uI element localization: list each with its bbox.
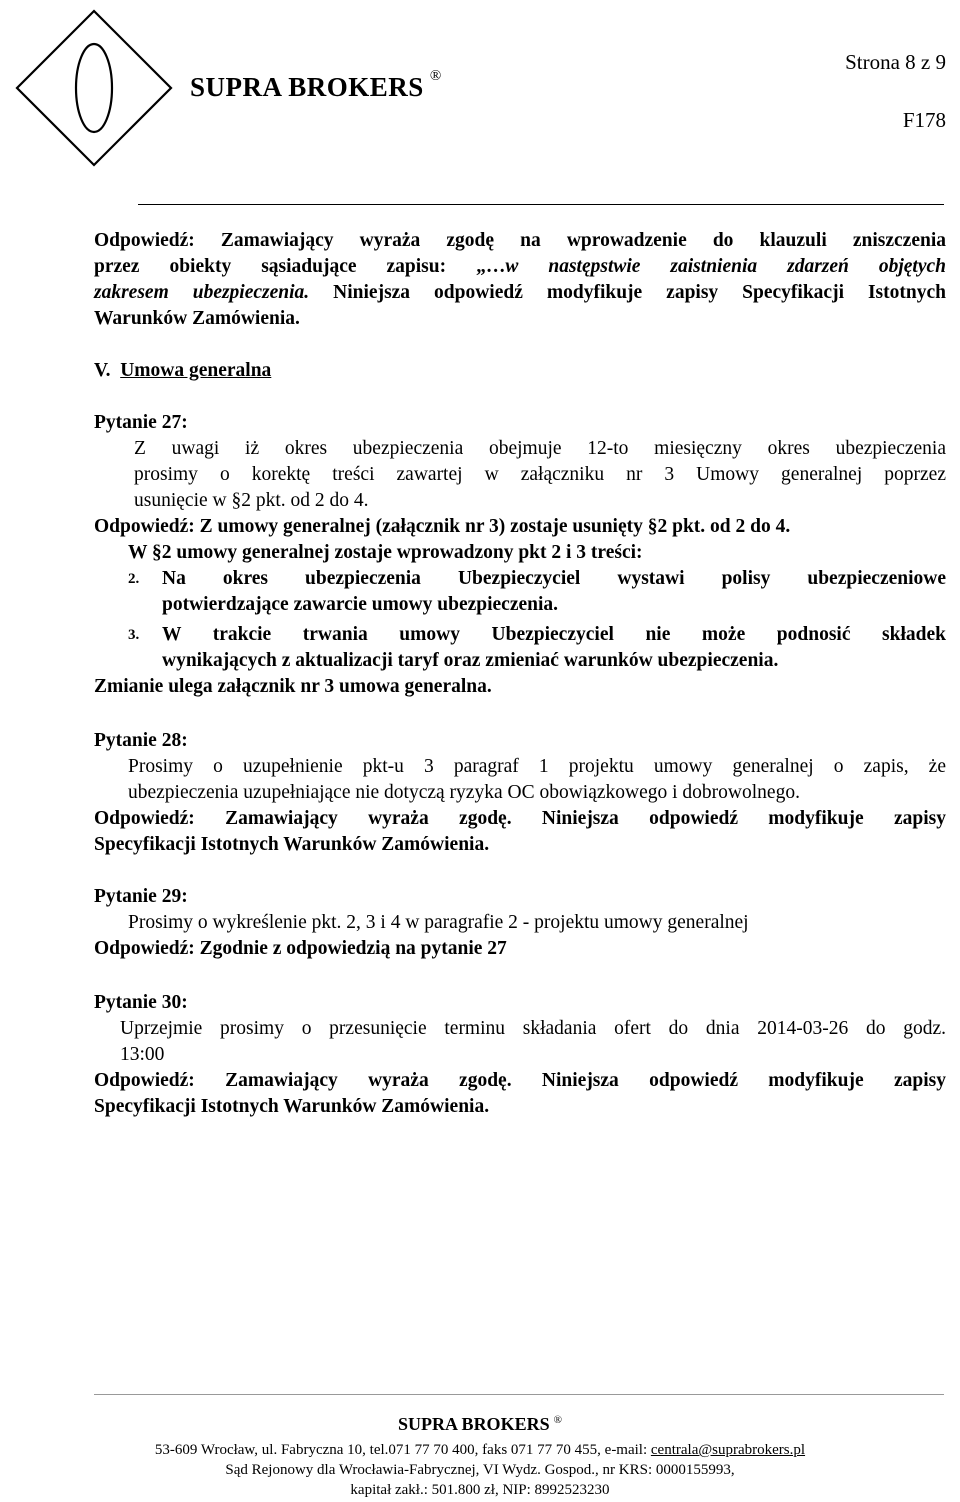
intro-answer-line-1: Odpowiedź: Zamawiający wyraża zgodę na wprowadzenie do klauzuli zniszczenia	[94, 230, 946, 251]
question-27-line-2: prosimy o korektę treści zawartej w załączniku nr 3 Umowy generalnej poprzez	[134, 464, 946, 485]
answer-30-line-2: Specyfikacji Istotnych Warunków Zamówienia.	[94, 1096, 490, 1117]
answer-27-line-1: Odpowiedź: Z umowy generalnej (załącznik nr 3) zostaje usunięty §2 pkt. od 2 do 4.	[94, 516, 791, 537]
answer-29: Odpowiedź: Zgodnie z odpowiedzią na pytanie 27	[94, 938, 507, 959]
answer-27-item-2-line-2: potwierdzające zawarcie umowy ubezpieczenia.	[162, 594, 559, 615]
question-28-heading: Pytanie 28:	[94, 730, 188, 751]
footer-court: Sąd Rejonowy dla Wrocławia-Fabrycznej, VI Wydz. Gospod., nr KRS: 0000155993,	[225, 1462, 735, 1478]
header-brand: SUPRA BROKERS ®	[190, 68, 442, 102]
question-29-line-1: Prosimy o wykreślenie pkt. 2, 3 i 4 w paragrafie 2 - projektu umowy generalnej	[128, 912, 749, 933]
answer-27-item-3-line-1: W trakcie trwania umowy Ubezpieczyciel nie może podnosić składek	[162, 624, 946, 645]
intro-answer-line-3: zakresem ubezpieczenia. Niniejsza odpowiedź modyfikuje zapisy Specyfikacji Istotnych	[94, 282, 946, 303]
intro-answer-line-4: Warunków Zamówienia.	[94, 308, 300, 329]
answer-28-line-1: Odpowiedź: Zamawiający wyraża zgodę. Niniejsza odpowiedź modyfikuje zapisy	[94, 808, 946, 829]
answer-30-line-1: Odpowiedź: Zamawiający wyraża zgodę. Niniejsza odpowiedź modyfikuje zapisy	[94, 1070, 946, 1091]
answer-28-line-2: Specyfikacji Istotnych Warunków Zamówienia.	[94, 834, 490, 855]
question-28-line-1: Prosimy o uzupełnienie pkt-u 3 paragraf 1 projektu umowy generalnej o zapis, że	[128, 756, 946, 777]
question-29-heading: Pytanie 29:	[94, 886, 188, 907]
question-28-line-2: ubezpieczenia uzupełniające nie dotyczą ryzyka OC obowiązkowego i dobrowolnego.	[128, 782, 800, 803]
question-30-heading: Pytanie 30:	[94, 992, 188, 1013]
question-27-heading: Pytanie 27:	[94, 412, 188, 433]
answer-27-item-2-line-1: Na okres ubezpieczenia Ubezpieczyciel wystawi polisy ubezpieczeniowe	[162, 568, 946, 589]
answer-27-item-3-line-2: wynikających z aktualizacji taryf oraz zmieniać warunków ubezpieczenia.	[162, 650, 779, 671]
answer-27-item-3-number: 3.	[128, 627, 140, 643]
answer-27-line-2: W §2 umowy generalnej zostaje wprowadzony pkt 2 i 3 treści:	[128, 542, 643, 563]
question-30-line-2: 13:00	[120, 1044, 165, 1065]
intro-answer-line-2: przez obiekty sąsiadujące zapisu: „…w następstwie zaistnienia zdarzeń objętych	[94, 256, 947, 277]
section-heading: V. Umowa generalna	[94, 360, 272, 381]
footer-address: 53-609 Wrocław, ul. Fabryczna 10, tel.071 77 70 400, faks 071 77 70 455, e-mail: centrala@suprabrokers.pl	[154, 1442, 806, 1458]
question-30-line-1: Uprzejmie prosimy o przesunięcie terminu składania ofert do dnia 2014-03-26 do godz.	[120, 1018, 946, 1039]
footer-capital: kapitał zakł.: 501.800 zł, NIP: 8992523230	[350, 1482, 610, 1498]
answer-27-item-2-number: 2.	[128, 571, 140, 587]
footer-email-link[interactable]: centrala@suprabrokers.pl	[650, 1442, 806, 1458]
answer-27-line-3: Zmianie ulega załącznik nr 3 umowa generalna.	[94, 676, 492, 697]
footer-brand: SUPRA BROKERS ®	[398, 1414, 562, 1434]
company-logo	[14, 8, 174, 168]
page-number: Strona 8 z 9	[845, 50, 946, 74]
header-divider	[138, 204, 944, 205]
footer-divider	[94, 1394, 944, 1395]
document-code: F178	[902, 108, 946, 132]
question-27-line-1: Z uwagi iż okres ubezpieczenia obejmuje 12-to miesięczny okres ubezpieczenia	[134, 438, 946, 459]
question-27-line-3: usunięcie w §2 pkt. od 2 do 4.	[134, 490, 369, 511]
